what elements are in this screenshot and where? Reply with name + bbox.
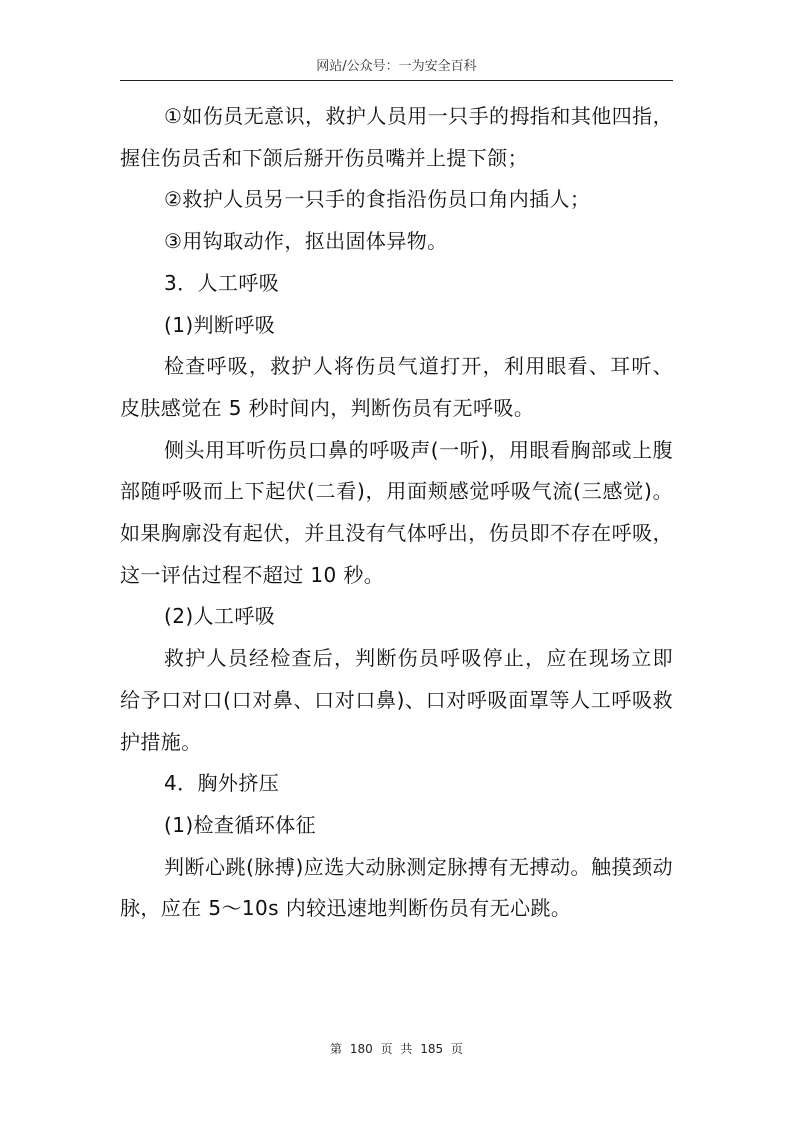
paragraph-step-3: ③用钩取动作，抠出固体异物。: [164, 229, 448, 254]
page-header: 网站/公众号：一为安全百科: [316, 59, 477, 74]
subheading-artificial-respiration: (2)人工呼吸: [164, 604, 276, 629]
section-heading-artificial-respiration: 3．人工呼吸: [164, 270, 280, 295]
document-body: [120, 96, 673, 930]
page-number-footer: 第 180 页 共 185 页: [330, 1042, 463, 1056]
paragraph-rescue-measures: 救护人员经检查后，判断伤员呼吸停止，应在现场立即给予口对口(口对鼻、口对口鼻)、口对呼吸面罩等人工呼吸救护措施。: [120, 646, 673, 754]
section-heading-chest-compression: 4．胸外挤压: [164, 771, 280, 796]
paragraph-check-pulse: 判断心跳(脉搏)应选大动脉测定脉搏有无搏动。触摸颈动脉，应在 5～10s 内较迅速地判断伤员有无心跳。: [120, 854, 673, 921]
paragraph-listen-look-feel: 侧头用耳听伤员口鼻的呼吸声(一听)，用眼看胸部或上腹部随呼吸而上下起伏(二看)，用面颊感觉呼吸气流(三感觉)。如果胸廓没有起伏，并且没有气体呼出，伤员即不存在呼吸，这一评估过程不超过 10 秒。: [120, 437, 673, 587]
subheading-circulation-signs: (1)检查循环体征: [164, 812, 316, 837]
subheading-judge-breathing: (1)判断呼吸: [164, 312, 276, 337]
paragraph-step-2: ②救护人员另一只手的食指沿伤员口角内插人；: [164, 187, 591, 212]
paragraph-step-1: ①如伤员无意识，救护人员用一只手的拇指和其他四指，握住伤员舌和下颌后掰开伤员嘴并上提下颌；: [120, 104, 673, 170]
header-divider: [120, 80, 673, 81]
paragraph-check-breathing: 检查呼吸，救护人将伤员气道打开，利用眼看、耳听、皮肤感觉在 5 秒时间内，判断伤员有无呼吸。: [120, 354, 673, 420]
